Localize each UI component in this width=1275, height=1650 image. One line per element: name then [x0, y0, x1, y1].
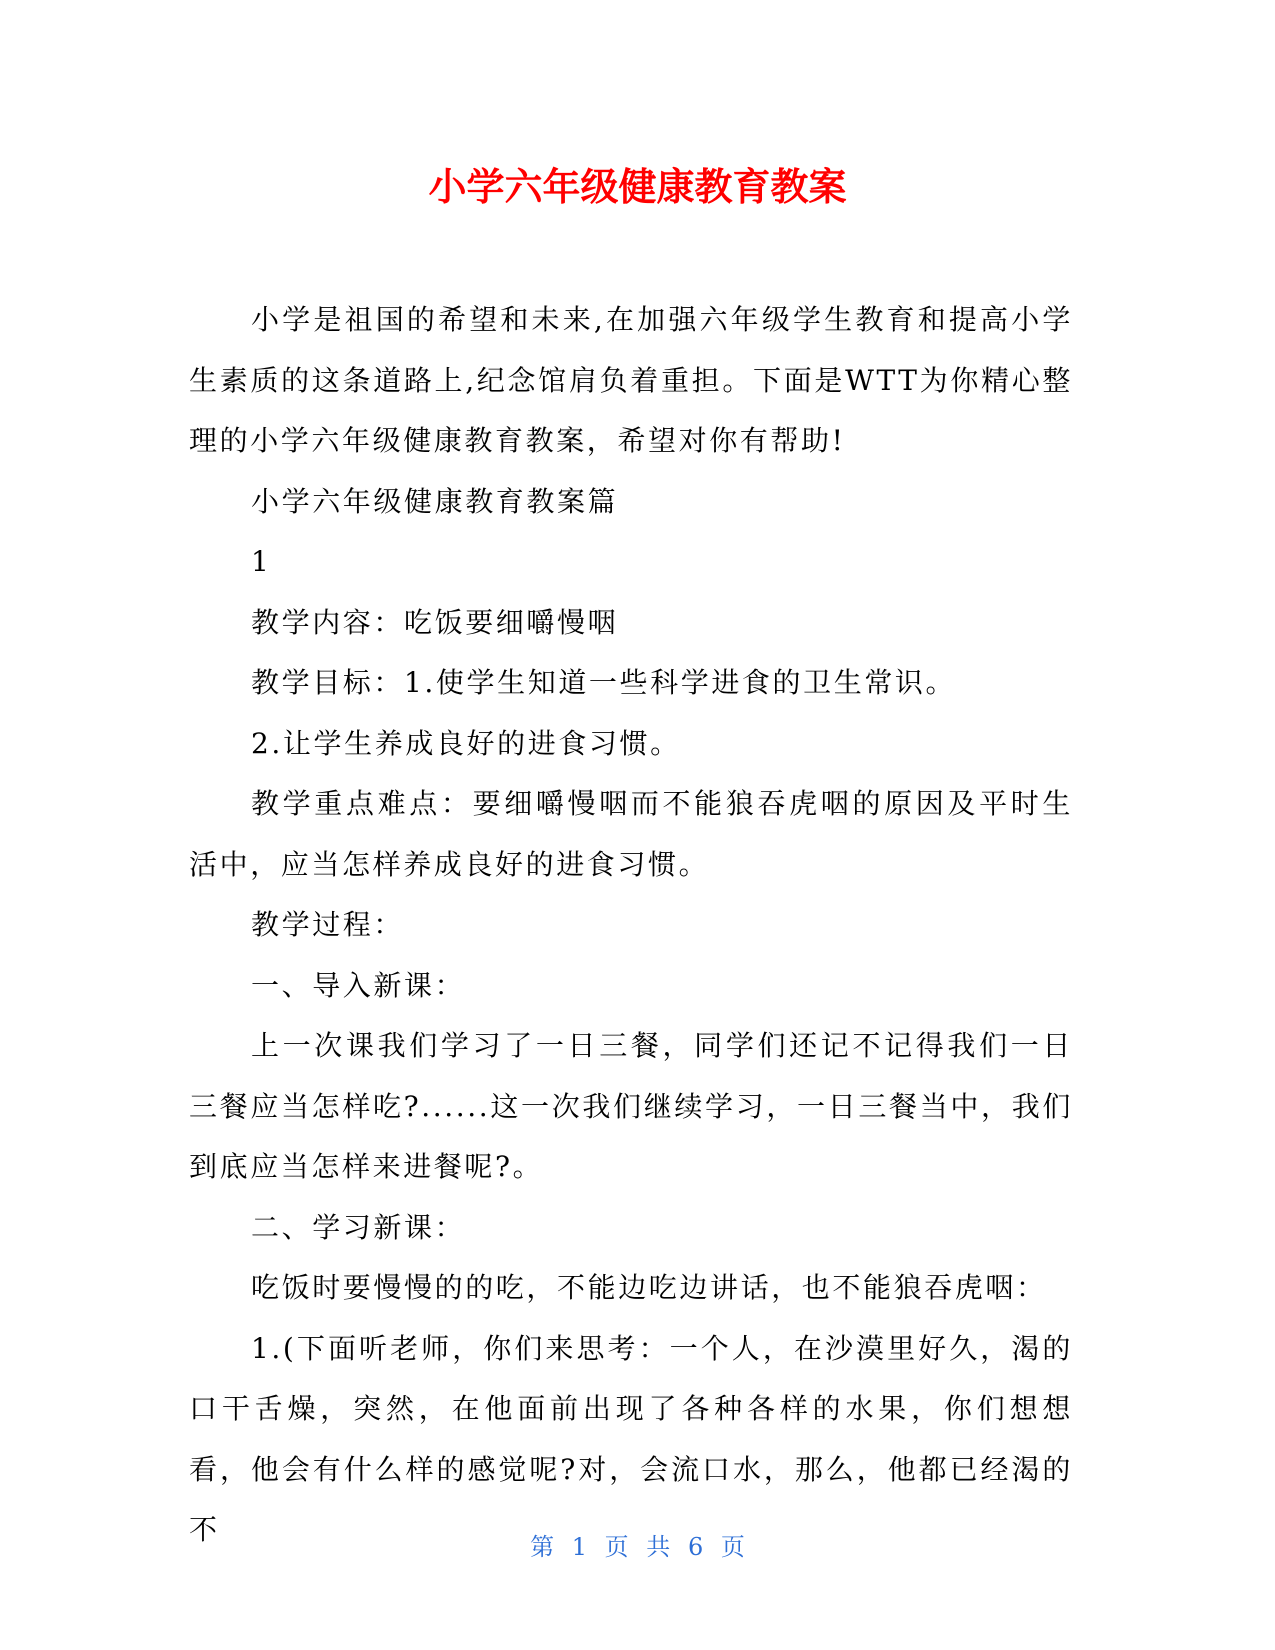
paragraph-section-number: 1 [251, 545, 272, 578]
paragraph-section-heading: 小学六年级健康教育教案篇 [251, 484, 619, 518]
paragraph-key-points: 教学重点难点：要细嚼慢咽而不能狼吞虎咽的原因及平时生活中，应当怎样养成良好的进食习惯。 [189, 787, 1073, 881]
document-body [189, 290, 1073, 1561]
document-title: 小学六年级健康教育教案 [428, 165, 847, 209]
paragraph-teaching-goal-1: 教学目标：1.使学生知道一些科学进食的卫生常识。 [251, 666, 957, 699]
paragraph-step-2-heading: 二、学习新课： [251, 1210, 466, 1244]
paragraph-step-1-text: 上一次课我们学习了一日三餐，同学们还记不记得我们一日三餐应当怎样吃?......这一次我们继续学习，一日三餐当中，我们到底应当怎样来进餐呢?。 [189, 1029, 1073, 1183]
page-number-footer: 第 1 页 共 6 页 [530, 1533, 745, 1561]
paragraph-step-1-heading: 一、导入新课： [251, 968, 466, 1002]
paragraph-process-heading: 教学过程： [251, 908, 405, 941]
paragraph-teaching-content: 教学内容：吃饭要细嚼慢咽 [251, 605, 619, 639]
paragraph-step-2-text: 吃饭时要慢慢的的吃，不能边吃边讲话，也不能狼吞虎咽： [251, 1271, 1047, 1304]
paragraph-intro: 小学是祖国的希望和未来,在加强六年级学生教育和提高小学生素质的这条道路上,纪念馆肩负着重担。下面是WTT为你精心整理的小学六年级健康教育教案，希望对你有帮助! [189, 303, 1073, 457]
paragraph-teaching-goal-2: 2.让学生养成良好的进食习惯。 [251, 726, 681, 760]
paragraph-step-2-item-1: 1.(下面听老师，你们来思考：一个人，在沙漠里好久，渴的口干舌燥，突然，在他面前出现了各种各样的水果，你们想想看，他会有什么样的感觉呢?对，会流口水，那么，他都已经渴的不 [189, 1331, 1073, 1546]
